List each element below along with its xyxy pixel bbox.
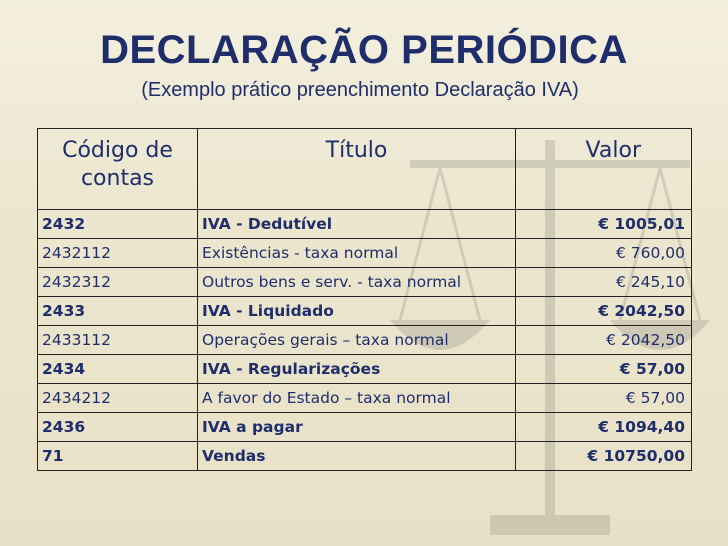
account-title-cell: Existências - taxa normal xyxy=(198,239,516,268)
column-header-title: Título xyxy=(198,129,516,210)
account-title-cell: IVA - Regularizações xyxy=(198,355,516,384)
account-title-cell: IVA - Dedutível xyxy=(198,210,516,239)
account-code-cell: 2432 xyxy=(38,210,198,239)
amount-cell: € 2042,50 xyxy=(516,297,692,326)
vat-declaration-table xyxy=(37,128,692,471)
amount-cell: € 57,00 xyxy=(516,384,692,413)
account-title-cell: IVA - Liquidado xyxy=(198,297,516,326)
page-title: DECLARAÇÃO PERIÓDICA xyxy=(100,28,628,72)
account-code-cell: 2436 xyxy=(38,413,198,442)
account-code-cell: 2432312 xyxy=(38,268,198,297)
amount-cell: € 10750,00 xyxy=(516,442,692,471)
account-code-cell: 71 xyxy=(38,442,198,471)
account-code-cell: 2434212 xyxy=(38,384,198,413)
column-header-value: Valor xyxy=(516,129,692,210)
table-row xyxy=(38,297,692,326)
account-title-cell: Operações gerais – taxa normal xyxy=(198,326,516,355)
table-body xyxy=(38,210,692,471)
account-code-cell: 2433112 xyxy=(38,326,198,355)
page-subtitle: (Exemplo prático preenchimento Declaração IVA) xyxy=(141,79,579,101)
table-row xyxy=(38,326,692,355)
amount-cell: € 245,10 xyxy=(516,268,692,297)
table-row xyxy=(38,442,692,471)
table-row xyxy=(38,355,692,384)
account-code-cell: 2433 xyxy=(38,297,198,326)
table-row xyxy=(38,413,692,442)
table-row xyxy=(38,239,692,268)
amount-cell: € 1005,01 xyxy=(516,210,692,239)
table-row xyxy=(38,384,692,413)
amount-cell: € 2042,50 xyxy=(516,326,692,355)
table-row xyxy=(38,210,692,239)
account-title-cell: Outros bens e serv. - taxa normal xyxy=(198,268,516,297)
amount-cell: € 1094,40 xyxy=(516,413,692,442)
account-code-cell: 2432112 xyxy=(38,239,198,268)
amount-cell: € 57,00 xyxy=(516,355,692,384)
table-row xyxy=(38,268,692,297)
table-header-row xyxy=(38,129,692,210)
account-title-cell: Vendas xyxy=(198,442,516,471)
amount-cell: € 760,00 xyxy=(516,239,692,268)
account-title-cell: A favor do Estado – taxa normal xyxy=(198,384,516,413)
header xyxy=(0,26,728,102)
account-code-cell: 2434 xyxy=(38,355,198,384)
account-title-cell: IVA a pagar xyxy=(198,413,516,442)
column-header-code: Código de contas xyxy=(38,129,198,210)
